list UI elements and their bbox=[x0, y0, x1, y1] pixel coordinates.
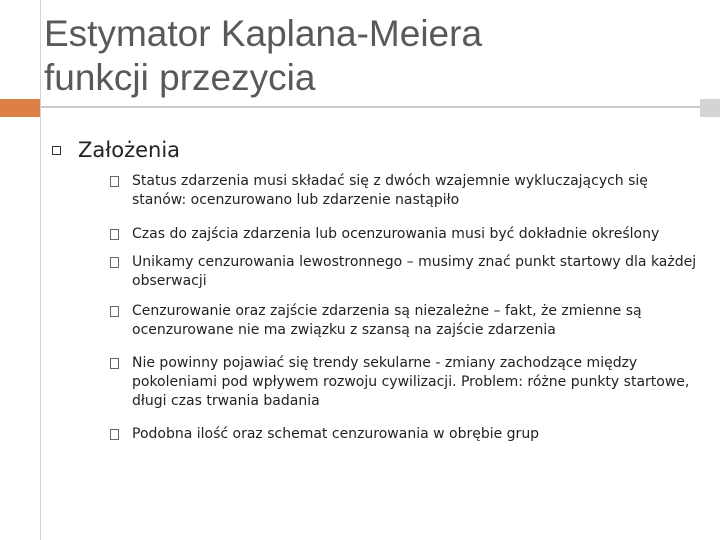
list-item-text: Cenzurowanie oraz zajście zdarzenia są niezależne – fakt, że zmienne są ocenzurowane nie ma związku z szansą na zajście zdarzenia bbox=[132, 303, 642, 338]
checkbox-bullet-icon bbox=[110, 429, 119, 440]
right-tab-decoration bbox=[700, 99, 720, 117]
main-bullet-text: Założenia bbox=[78, 138, 181, 162]
main-bullet bbox=[52, 138, 180, 162]
list-item bbox=[110, 302, 700, 340]
title-line-1: Estymator Kaplana-Meiera bbox=[44, 13, 483, 54]
sub-bullet-list bbox=[110, 172, 700, 444]
square-bullet-icon bbox=[52, 146, 61, 155]
list-item-text: Podobna ilość oraz schemat cenzurowania w obrębie grup bbox=[132, 426, 540, 442]
checkbox-bullet-icon bbox=[110, 257, 119, 268]
list-item bbox=[110, 425, 700, 444]
checkbox-bullet-icon bbox=[110, 358, 119, 369]
list-item-text: Czas do zajścia zdarzenia lub ocenzurowania musi być dokładnie określony bbox=[132, 226, 660, 242]
list-item-text: Nie powinny pojawiać się trendy sekularne - zmiany zachodzące między pokoleniami pod wpływem rozwoju cywilizacji. Problem: różne punkty startowe, długi czas trwania badania bbox=[132, 355, 690, 409]
list-item bbox=[110, 225, 700, 244]
list-item bbox=[110, 172, 700, 210]
title-divider bbox=[41, 106, 720, 108]
checkbox-bullet-icon bbox=[110, 229, 119, 240]
left-vertical-rule bbox=[40, 0, 41, 540]
checkbox-bullet-icon bbox=[110, 176, 119, 187]
list-item bbox=[110, 354, 700, 411]
slide-title bbox=[44, 12, 482, 100]
checkbox-bullet-icon bbox=[110, 306, 119, 317]
list-item bbox=[110, 253, 700, 291]
list-item-text: Status zdarzenia musi składać się z dwóch wzajemnie wykluczających się stanów: ocenzurowano lub zdarzenie nastąpiło bbox=[132, 173, 648, 208]
title-line-2: funkcji przezycia bbox=[44, 57, 316, 98]
accent-bar bbox=[0, 99, 40, 117]
list-item-text: Unikamy cenzurowania lewostronnego – musimy znać punkt startowy dla każdej obserwacji bbox=[132, 254, 697, 289]
